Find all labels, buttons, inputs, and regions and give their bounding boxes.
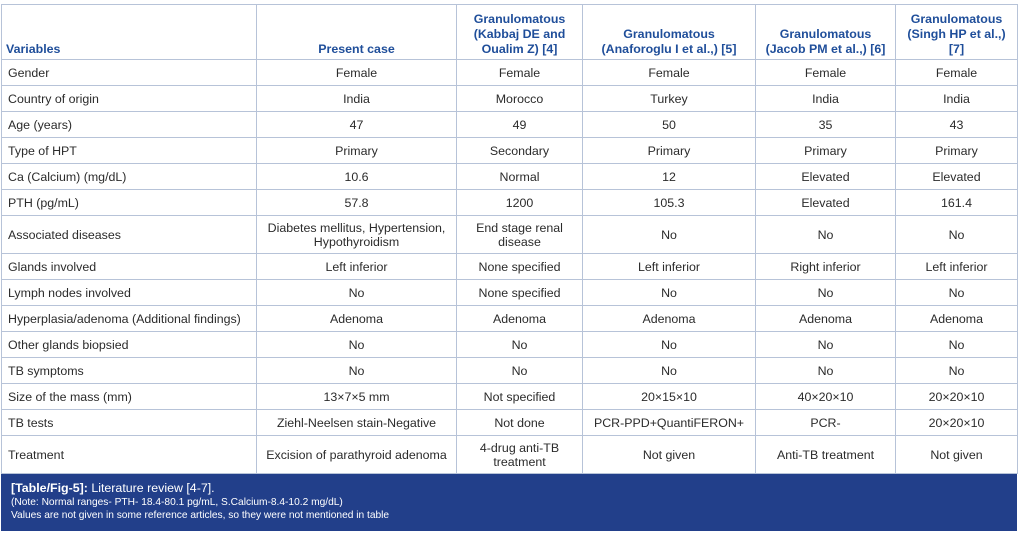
caption-title-line <box>11 480 1007 496</box>
value-cell: Adenoma <box>756 306 896 332</box>
value-cell: Diabetes mellitus, Hypertension, Hypothyroidism <box>257 216 457 254</box>
value-cell: 40×20×10 <box>756 384 896 410</box>
value-cell: Left inferior <box>257 254 457 280</box>
value-cell: No <box>457 358 583 384</box>
variable-cell: Treatment <box>2 436 257 474</box>
table-row <box>2 358 1018 384</box>
value-cell: 20×15×10 <box>583 384 756 410</box>
value-cell: Primary <box>896 138 1018 164</box>
value-cell: Excision of parathyroid adenoma <box>257 436 457 474</box>
value-cell: 4-drug anti-TB treatment <box>457 436 583 474</box>
value-cell: 20×20×10 <box>896 410 1018 436</box>
variable-cell: Age (years) <box>2 112 257 138</box>
variable-cell: Size of the mass (mm) <box>2 384 257 410</box>
value-cell: 10.6 <box>257 164 457 190</box>
table-row <box>2 410 1018 436</box>
value-cell: Female <box>583 60 756 86</box>
table-row <box>2 216 1018 254</box>
variable-cell: Type of HPT <box>2 138 257 164</box>
table-row <box>2 332 1018 358</box>
value-cell: None specified <box>457 254 583 280</box>
value-cell: 12 <box>583 164 756 190</box>
value-cell: Right inferior <box>756 254 896 280</box>
value-cell: Female <box>756 60 896 86</box>
value-cell: 50 <box>583 112 756 138</box>
value-cell: No <box>756 332 896 358</box>
value-cell: No <box>257 332 457 358</box>
value-cell: Normal <box>457 164 583 190</box>
header-kabbaj: Granulomatous (Kabbaj DE and Oualim Z) [4] <box>457 5 583 60</box>
value-cell: Female <box>257 60 457 86</box>
value-cell: 161.4 <box>896 190 1018 216</box>
table-row <box>2 384 1018 410</box>
table-row <box>2 306 1018 332</box>
value-cell: Adenoma <box>896 306 1018 332</box>
value-cell: No <box>756 216 896 254</box>
table-row <box>2 436 1018 474</box>
header-row <box>2 5 1018 60</box>
variable-cell: TB symptoms <box>2 358 257 384</box>
header-anaforoglu: Granulomatous (Anaforoglu I et al.,) [5] <box>583 5 756 60</box>
value-cell: Left inferior <box>896 254 1018 280</box>
value-cell: Elevated <box>756 164 896 190</box>
table-row <box>2 280 1018 306</box>
variable-cell: Other glands biopsied <box>2 332 257 358</box>
value-cell: No <box>583 332 756 358</box>
value-cell: 13×7×5 mm <box>257 384 457 410</box>
variable-cell: Hyperplasia/adenoma (Additional findings) <box>2 306 257 332</box>
value-cell: Ziehl-Neelsen stain-Negative <box>257 410 457 436</box>
caption-note-normal-ranges: (Note: Normal ranges- PTH- 18.4-80.1 pg/mL, S.Calcium-8.4-10.2 mg/dL) <box>11 497 343 508</box>
value-cell: Adenoma <box>457 306 583 332</box>
value-cell: None specified <box>457 280 583 306</box>
value-cell: Secondary <box>457 138 583 164</box>
value-cell: Adenoma <box>257 306 457 332</box>
variable-cell: Associated diseases <box>2 216 257 254</box>
variable-cell: TB tests <box>2 410 257 436</box>
variable-cell: PTH (pg/mL) <box>2 190 257 216</box>
value-cell: 20×20×10 <box>896 384 1018 410</box>
literature-review-figure <box>1 4 1017 531</box>
value-cell: Not done <box>457 410 583 436</box>
value-cell: 105.3 <box>583 190 756 216</box>
variable-cell: Lymph nodes involved <box>2 280 257 306</box>
table-row <box>2 190 1018 216</box>
value-cell: Primary <box>756 138 896 164</box>
header-present-case: Present case <box>257 5 457 60</box>
header-variables: Variables <box>2 5 257 60</box>
value-cell: Female <box>457 60 583 86</box>
value-cell: No <box>896 216 1018 254</box>
value-cell: PCR-PPD+QuantiFERON+ <box>583 410 756 436</box>
value-cell: Turkey <box>583 86 756 112</box>
caption-label: [Table/Fig-5]: <box>11 481 88 495</box>
variable-cell: Gender <box>2 60 257 86</box>
value-cell: Adenoma <box>583 306 756 332</box>
literature-review-table <box>1 4 1018 474</box>
value-cell: 57.8 <box>257 190 457 216</box>
value-cell: Morocco <box>457 86 583 112</box>
table-row <box>2 86 1018 112</box>
value-cell: No <box>896 280 1018 306</box>
value-cell: No <box>257 358 457 384</box>
caption-title: Literature review [4-7]. <box>91 481 215 495</box>
caption-note-missing-values: Values are not given in some reference articles, so they were not mentioned in table <box>11 510 390 521</box>
value-cell: 43 <box>896 112 1018 138</box>
value-cell: Elevated <box>896 164 1018 190</box>
variable-cell: Country of origin <box>2 86 257 112</box>
value-cell: PCR- <box>756 410 896 436</box>
value-cell: No <box>583 216 756 254</box>
value-cell: India <box>257 86 457 112</box>
value-cell: Elevated <box>756 190 896 216</box>
value-cell: No <box>756 358 896 384</box>
value-cell: 47 <box>257 112 457 138</box>
value-cell: Primary <box>257 138 457 164</box>
table-row <box>2 254 1018 280</box>
value-cell: No <box>896 358 1018 384</box>
table-row <box>2 60 1018 86</box>
value-cell: India <box>756 86 896 112</box>
value-cell: Not given <box>583 436 756 474</box>
value-cell: No <box>457 332 583 358</box>
value-cell: Not given <box>896 436 1018 474</box>
value-cell: No <box>756 280 896 306</box>
table-row <box>2 164 1018 190</box>
value-cell: Not specified <box>457 384 583 410</box>
value-cell: India <box>896 86 1018 112</box>
variable-cell: Ca (Calcium) (mg/dL) <box>2 164 257 190</box>
value-cell: Anti-TB treatment <box>756 436 896 474</box>
value-cell: 49 <box>457 112 583 138</box>
table-row <box>2 138 1018 164</box>
value-cell: Female <box>896 60 1018 86</box>
header-singh: Granulomatous (Singh HP et al.,) [7] <box>896 5 1018 60</box>
table-row <box>2 112 1018 138</box>
value-cell: No <box>583 280 756 306</box>
table-caption <box>1 474 1017 531</box>
value-cell: Primary <box>583 138 756 164</box>
value-cell: 1200 <box>457 190 583 216</box>
value-cell: End stage renal disease <box>457 216 583 254</box>
value-cell: 35 <box>756 112 896 138</box>
value-cell: No <box>257 280 457 306</box>
value-cell: Left inferior <box>583 254 756 280</box>
header-jacob: Granulomatous (Jacob PM et al.,) [6] <box>756 5 896 60</box>
value-cell: No <box>583 358 756 384</box>
value-cell: No <box>896 332 1018 358</box>
variable-cell: Glands involved <box>2 254 257 280</box>
